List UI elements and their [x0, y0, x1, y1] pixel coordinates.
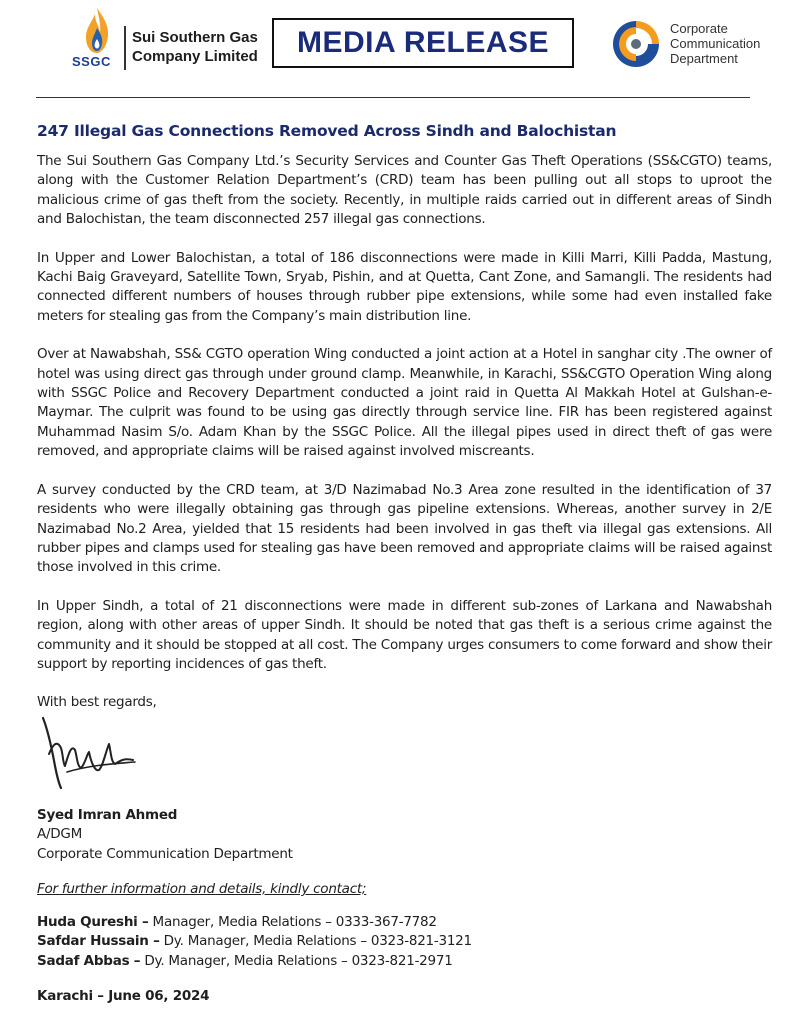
ccd-line1: Corporate	[670, 21, 728, 36]
media-release-box	[272, 18, 574, 68]
paragraph: In Upper and Lower Balochistan, a total of 186 disconnections were made in Killi Marri, Killi Padda, Mastung, Kachi Baig Graveyard, Satellite Town, Sryab, Pishin, and at Quetta, Cant Zone, and Samangli. The residents had connected different numbers of houses through rubber pipe extensions, while some had even installed fake meters for stealing gas from the Company’s main distribution line.	[37, 249, 772, 324]
signer-department: Corporate Communication Department	[37, 845, 293, 862]
contact-detail: Dy. Manager, Media Relations – 0323-821-3121	[159, 933, 472, 950]
ccd-line3: Department	[670, 51, 738, 66]
contact-detail: Dy. Manager, Media Relations – 0323-821-2971	[140, 952, 453, 969]
ssgc-mark: SSGC	[72, 54, 111, 69]
signer-title: A/DGM	[37, 826, 83, 843]
company-name	[132, 28, 258, 66]
contact-list	[37, 913, 472, 971]
contact-intro: For further information and details, kindly contact;	[37, 881, 367, 897]
media-release-title: MEDIA RELEASE	[296, 26, 550, 59]
contact-name: Safdar Hussain –	[37, 933, 160, 950]
ccd-name	[670, 21, 760, 66]
letterhead	[0, 0, 807, 80]
company-name-line2: Company Limited	[132, 48, 258, 65]
ssgc-logo	[72, 4, 272, 74]
ccd-logo	[610, 18, 800, 74]
closing-regards: With best regards,	[37, 694, 157, 711]
paragraph: Over at Nawabshah, SS& CGTO operation Wing conducted a joint action at a Hotel in sanghar city .The owner of hotel was using direct gas through under ground clamp. Meanwhile, in Karachi, SS&CGTO Operation Wing along with SSGC Police and Recovery Department conducted a joint raid in Quetta Al Makkah Hotel at Gulshan-e-Maymar. The culprit was found to be using gas directly through service line. FIR has been registered against Muhammad Nasim S/o. Adam Khan by the SSGC Police. All the illegal pipes used in direct theft of gas were removed, and appropriate claims will be raised against involved miscreants.	[37, 346, 772, 460]
flame-logo-icon	[82, 6, 112, 54]
release-headline: 247 Illegal Gas Connections Removed Across Sindh and Balochistan	[37, 122, 617, 140]
contact-row	[37, 932, 472, 951]
logo-divider	[124, 26, 126, 70]
paragraph: A survey conducted by the CRD team, at 3/D Nazimabad No.3 Area zone resulted in the identification of 37 residents who were illegally obtaining gas through gas pipeline extensions. Whereas, another survey in 2/E Nazimabad No.2 Area, yielded that 15 residents had been involved in gas theft via illegal gas extensions. All rubber pipes and clamps used for stealing gas have been removed and appropriate claims will be raised against those involved in this crime.	[37, 481, 772, 576]
ccd-line2: Communication	[670, 36, 761, 51]
header-rule	[36, 97, 750, 98]
contact-row	[37, 952, 472, 971]
signer-name: Syed Imran Ahmed	[37, 807, 178, 823]
contact-name: Sadaf Abbas –	[37, 952, 141, 969]
paragraph: The Sui Southern Gas Company Ltd.’s Security Services and Counter Gas Theft Operations (SS&CGTO) teams, along with the Customer Relation Department’s (CRD) team has been pulling out all stops to uproot the malicious crime of gas theft from the society. Recently, in multiple raids carried out in different areas of Sindh and Balochistan, the team disconnected 257 illegal gas connections.	[37, 153, 772, 228]
dateline: Karachi – June 06, 2024	[37, 988, 210, 1004]
signer-block	[37, 806, 293, 864]
paragraph: In Upper Sindh, a total of 21 disconnections were made in different sub-zones of Larkana and Nawabshah region, along with other areas of upper Sindh. It should be noted that gas theft is a serious crime against the community and it should be stopped at all cost. The Company urges consumers to come forward and show their support by reporting incidences of gas theft.	[37, 597, 772, 672]
company-name-line1: Sui Southern Gas	[132, 29, 258, 46]
contact-name: Huda Qureshi –	[37, 914, 149, 930]
release-body	[37, 122, 772, 713]
contact-detail: Manager, Media Relations – 0333-367-7782	[148, 914, 437, 930]
contact-row	[37, 913, 472, 932]
handwritten-signature-icon	[37, 714, 147, 790]
ccd-logo-icon	[610, 18, 662, 70]
